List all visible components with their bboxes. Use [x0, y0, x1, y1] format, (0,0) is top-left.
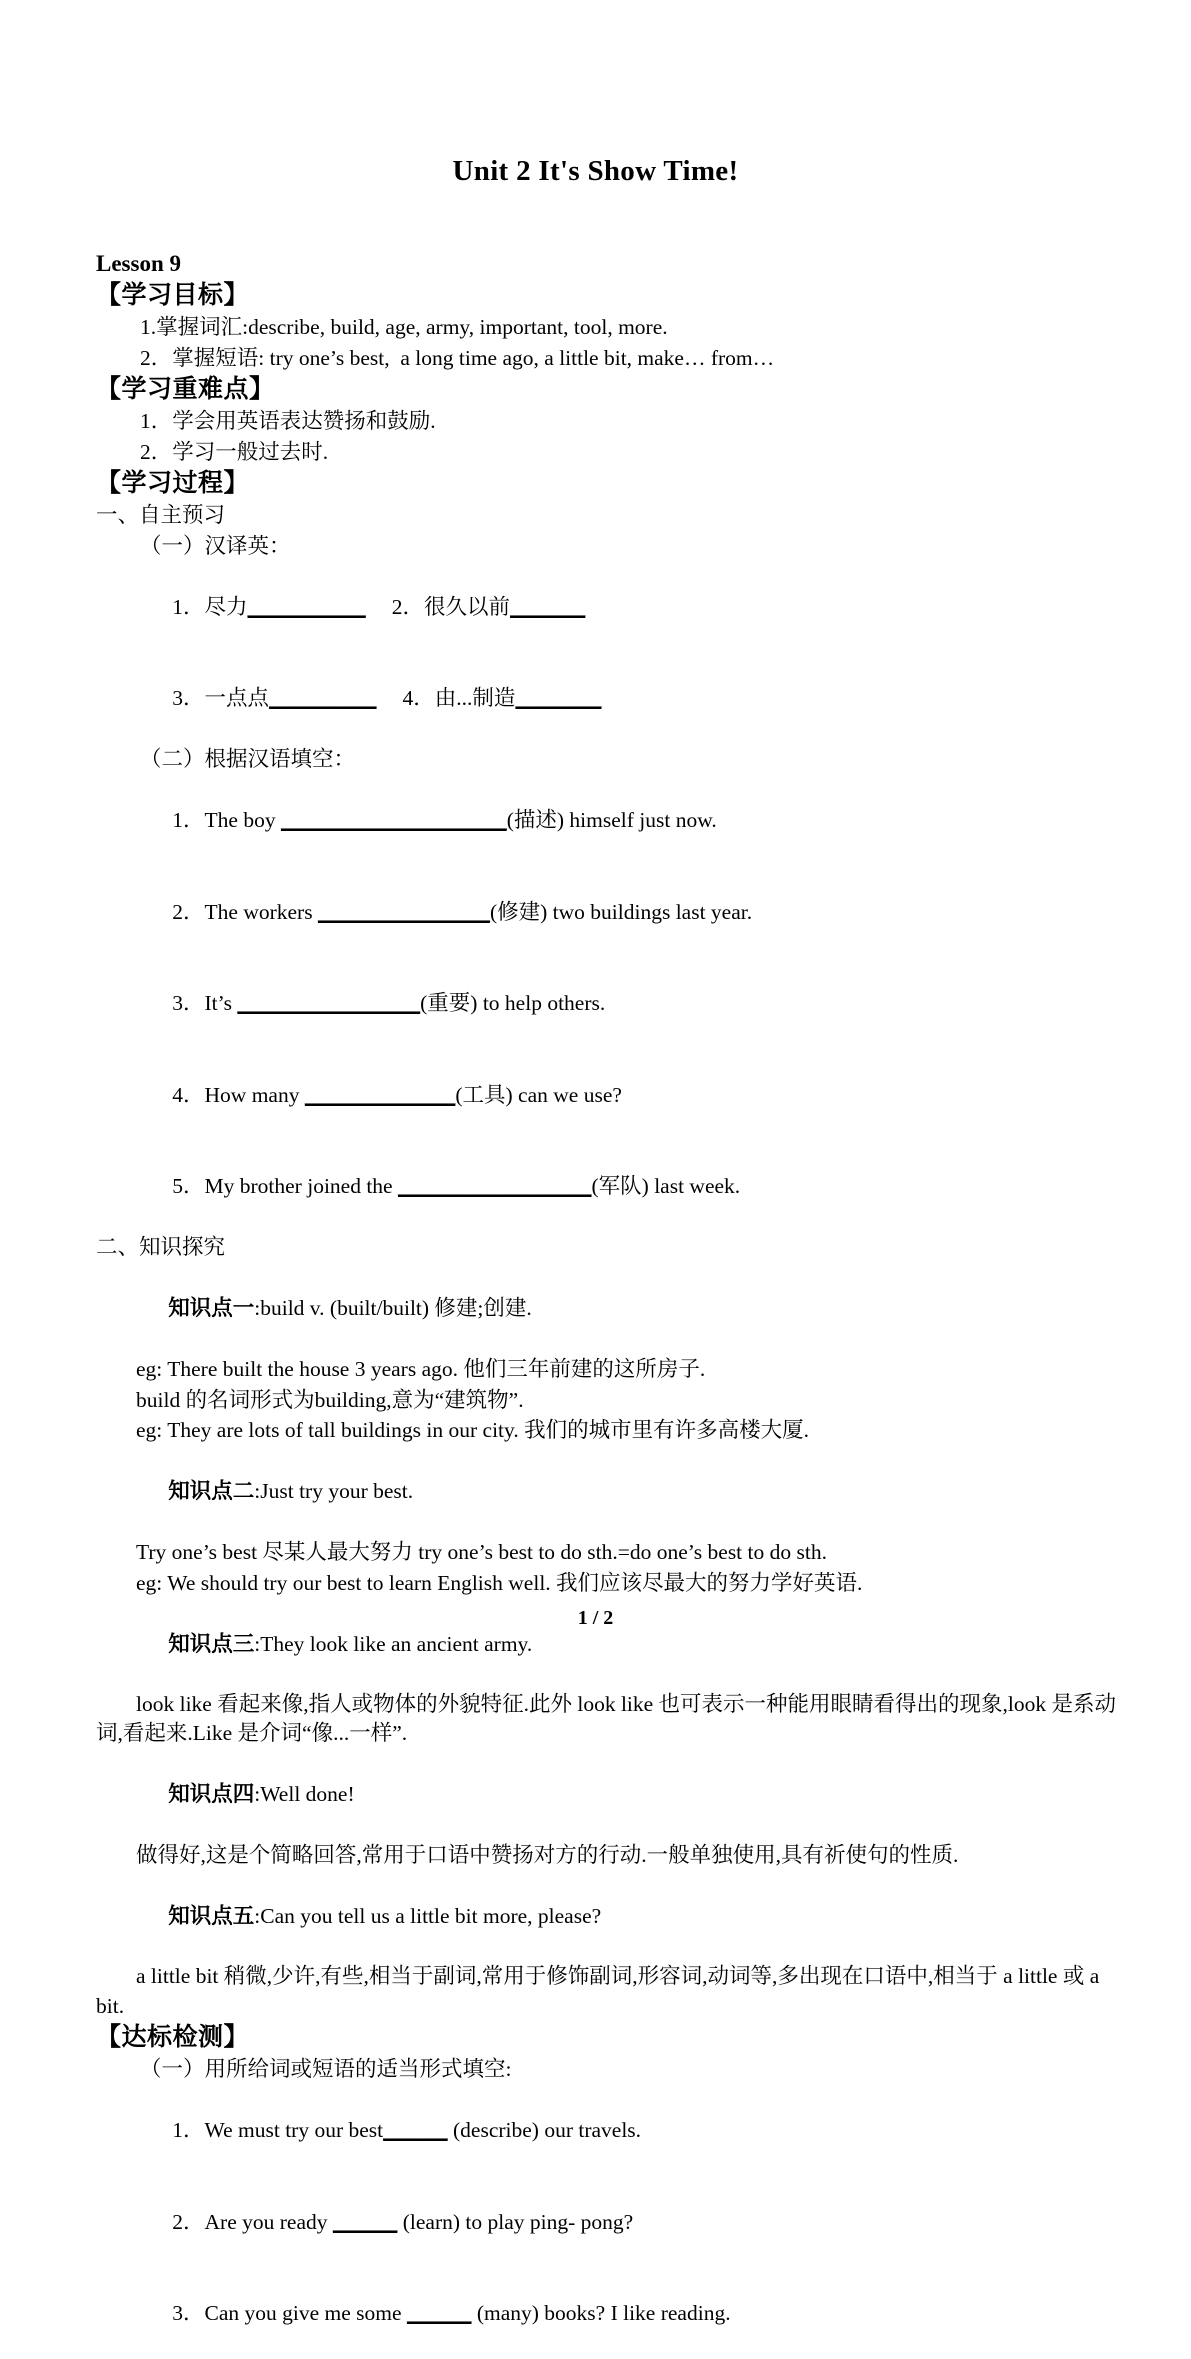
test-item-before: We must try our best: [205, 2118, 384, 2142]
process-part-two-label: 二、知识探究: [96, 1232, 1121, 1263]
knowledge-point-line: eg: They are lots of tall buildings in our city. 我们的城市里有许多高楼大厦.: [96, 1415, 1121, 1446]
fill-item-blank[interactable]: _____________________: [281, 808, 507, 832]
knowledge-point-label: 知识点二: [168, 1479, 254, 1503]
translate-row: [96, 561, 1121, 653]
fill-item-hint: (军队): [591, 1174, 648, 1198]
fill-item-blank[interactable]: __________________: [398, 1174, 592, 1198]
knowledge-point-line: 做得好,这是个简略回答,常用于口语中赞扬对方的行动.一般单独使用,具有祈使句的性质.: [96, 1840, 1121, 1871]
test-heading: 【达标检测】: [96, 2021, 1121, 2054]
translate-item-blank[interactable]: ___________: [248, 595, 366, 619]
fill-section-label: （二）根据汉语填空：: [96, 744, 1121, 775]
fill-item-number: 1．: [172, 808, 204, 832]
knowledge-point-line: [96, 1690, 1121, 1749]
knowledge-point-label: 知识点五: [168, 1904, 254, 1928]
test-item-after: (describe) our travels.: [448, 2118, 641, 2142]
knowledge-point-label: 知识点四: [168, 1782, 254, 1806]
fill-item-before: How many: [205, 1083, 305, 1107]
test-sub-label: （一）用所给词或短语的适当形式填空:: [96, 2054, 1121, 2085]
objectives-heading: 【学习目标】: [96, 279, 1121, 312]
test-item-after: (many) books? I like reading.: [471, 2301, 730, 2325]
fill-item-number: 3．: [172, 991, 204, 1015]
fill-item-before: The boy: [205, 808, 281, 832]
knowledge-point-line-text: a little bit 稍微,少许,有些,相当于副词,常用于修饰副词,形容词,动词等,多出现在口语中,相当于 a little 或 a bit.: [96, 1964, 1105, 2018]
process-part-one-label: 一、自主预习: [96, 500, 1121, 531]
translate-item-text: 很久以前: [424, 595, 510, 619]
translate-item-text: 由...制造: [435, 686, 516, 710]
test-item: [96, 2085, 1121, 2177]
translate-item-text: 尽力: [205, 595, 248, 619]
fill-item-hint: (工具): [455, 1083, 512, 1107]
page-footer: 1 / 2: [0, 1607, 1191, 1630]
knowledge-point: [96, 1446, 1121, 1538]
translate-item-blank[interactable]: __________: [269, 686, 377, 710]
fill-item: [96, 958, 1121, 1050]
fill-item: [96, 866, 1121, 958]
fill-item-number: 4．: [172, 1083, 204, 1107]
key-point-item: 1．学会用英语表达赞扬和鼓励.: [96, 406, 1121, 437]
test-item: [96, 2176, 1121, 2268]
objective-item: 2．掌握短语: try one’s best, a long time ago, a little bit, make… from…: [96, 343, 1121, 374]
test-item-number: 3．: [172, 2301, 204, 2325]
fill-item-after: last week.: [649, 1174, 740, 1198]
translate-item-number: 3．: [172, 686, 204, 710]
knowledge-point: [96, 1749, 1121, 1841]
fill-item-before: The workers: [205, 900, 318, 924]
test-item-before: Are you ready: [205, 2210, 333, 2234]
fill-item: [96, 775, 1121, 867]
test-item-before: Can you give me some: [205, 2301, 407, 2325]
fill-item-after: two buildings last year.: [547, 900, 752, 924]
knowledge-point-line: [96, 1962, 1121, 2021]
fill-item-blank[interactable]: ________________: [318, 900, 490, 924]
objective-item: 1.掌握词汇:describe, build, age, army, important, tool, more.: [96, 312, 1121, 343]
fill-item-hint: (描述): [507, 808, 564, 832]
translate-item-number: 2．: [392, 595, 424, 619]
knowledge-point-line-text: look like 看起来像,指人或物体的外貌特征.此外 look like 也可表示一种能用眼睛看得出的现象,look 是系动词,看起来.Like 是介词“像...一样”.: [96, 1692, 1116, 1746]
test-item-blank[interactable]: ______: [333, 2210, 398, 2234]
knowledge-point-title: :They look like an ancient army.: [254, 1632, 532, 1656]
fill-item-blank[interactable]: _________________: [237, 991, 420, 1015]
fill-item-after: to help others.: [477, 991, 605, 1015]
fill-item-before: My brother joined the: [205, 1174, 398, 1198]
knowledge-point-line: eg: We should try our best to learn English well. 我们应该尽最大的努力学好英语.: [96, 1568, 1121, 1599]
fill-item: [96, 1049, 1121, 1141]
test-item-number: 1．: [172, 2118, 204, 2142]
knowledge-point-title: :Can you tell us a little bit more, please?: [254, 1904, 601, 1928]
test-item-number: 2．: [172, 2210, 204, 2234]
lesson-heading: Lesson 9: [96, 248, 1121, 279]
knowledge-point: [96, 1263, 1121, 1355]
test-item-blank[interactable]: ______: [407, 2301, 472, 2325]
knowledge-point-title: :Well done!: [254, 1782, 354, 1806]
fill-item-after: can we use?: [513, 1083, 622, 1107]
knowledge-point-line: build 的名词形式为building,意为“建筑物”.: [96, 1385, 1121, 1416]
fill-item-number: 2．: [172, 900, 204, 924]
translate-item-number: 1．: [172, 595, 204, 619]
knowledge-point-line: Try one’s best 尽某人最大努力 try one’s best to do sth.=do one’s best to do sth.: [96, 1537, 1121, 1568]
test-item-blank[interactable]: ______: [383, 2118, 448, 2142]
translate-item-text: 一点点: [205, 686, 270, 710]
fill-item: [96, 1141, 1121, 1233]
knowledge-point-title: :Just try your best.: [254, 1479, 413, 1503]
key-points-heading: 【学习重难点】: [96, 373, 1121, 406]
fill-item-number: 5．: [172, 1174, 204, 1198]
knowledge-point-label: 知识点三: [168, 1632, 254, 1656]
knowledge-point-title: :build v. (built/built) 修建;创建.: [254, 1296, 532, 1320]
fill-item-hint: (重要): [420, 991, 477, 1015]
fill-item-before: It’s: [205, 991, 238, 1015]
translate-item-number: 4．: [403, 686, 435, 710]
key-point-item: 2．学习一般过去时.: [96, 437, 1121, 468]
test-item-after: (learn) to play ping- pong?: [397, 2210, 633, 2234]
test-item: [96, 2268, 1121, 2359]
fill-item-hint: (修建): [490, 900, 547, 924]
fill-item-blank[interactable]: ______________: [305, 1083, 456, 1107]
document-body: [0, 188, 1191, 2359]
page-title: Unit 2 It's Show Time!: [0, 0, 1191, 188]
process-heading: 【学习过程】: [96, 467, 1121, 500]
translate-item-blank[interactable]: ________: [515, 686, 601, 710]
knowledge-point-label: 知识点一: [168, 1296, 254, 1320]
knowledge-point: [96, 1871, 1121, 1963]
translate-item-blank[interactable]: _______: [510, 595, 585, 619]
translate-section-label: （一）汉译英：: [96, 531, 1121, 562]
knowledge-point-line: eg: There built the house 3 years ago. 他们三年前建的这所房子.: [96, 1354, 1121, 1385]
translate-row: [96, 653, 1121, 745]
fill-item-after: himself just now.: [564, 808, 717, 832]
